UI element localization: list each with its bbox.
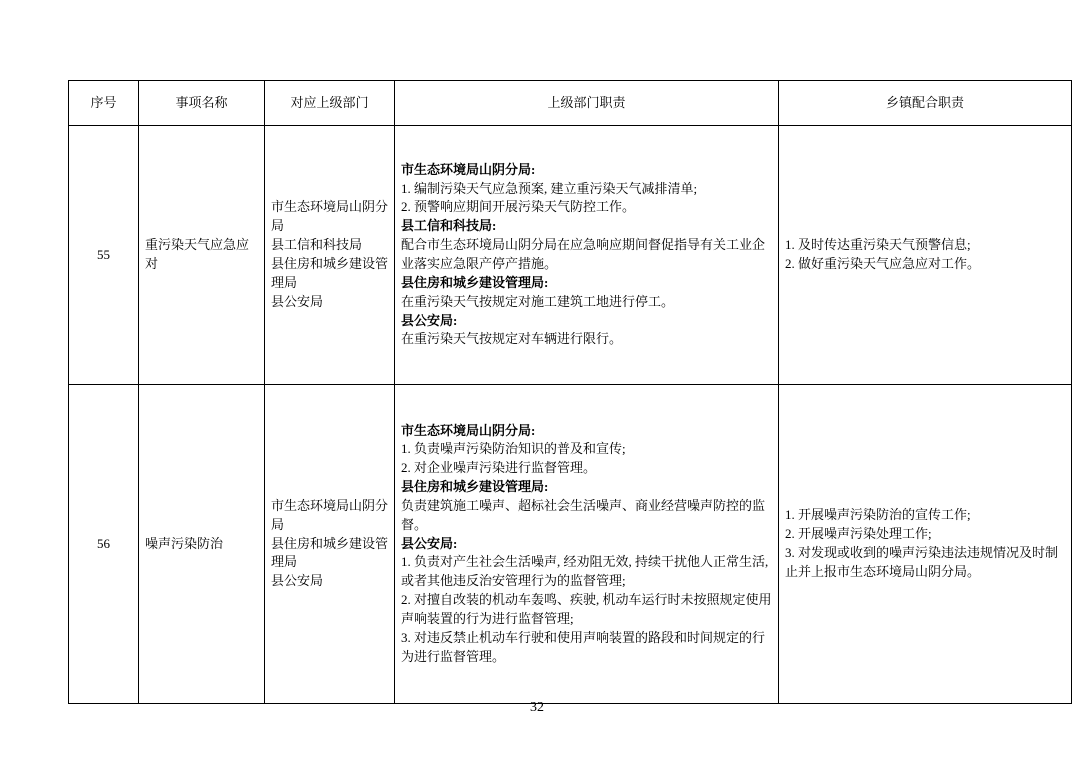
- table-row: [69, 126, 1072, 385]
- township-duty-line: 3. 对发现或收到的噪声污染违法违规情况及时制止并上报市生态环境局山阴分局。: [785, 545, 1059, 579]
- row-upper-department-duty: [395, 385, 779, 704]
- header-township-duty: 乡镇配合职责: [779, 81, 1072, 126]
- duty-block-line: 2. 预警响应期间开展污染天气防控工作。: [401, 199, 636, 215]
- duty-block-title: 市生态环境局山阴分局:: [401, 422, 536, 438]
- township-duty-line: 2. 做好重污染天气应急应对工作。: [785, 256, 981, 271]
- duty-block-title: 市生态环境局山阴分局:: [401, 161, 536, 177]
- duty-block-line: 2. 对擅自改装的机动车轰鸣、疾驶, 机动车运行时未按照规定使用声响装置的行为进行监督管理;: [401, 592, 772, 626]
- township-duty-line: 1. 开展噪声污染防治的宣传工作;: [785, 507, 971, 523]
- row-serial-number: 55: [69, 126, 139, 385]
- duty-block-line: 2. 对企业噪声污染进行监督管理。: [401, 460, 597, 476]
- duty-block-line: 1. 负责对产生社会生活噪声, 经劝阻无效, 持续干扰他人正常生活, 或者其他违反治安管理行为的监督管理;: [401, 554, 769, 589]
- row-departments: [265, 126, 395, 385]
- township-duty-line: 1. 及时传达重污染天气预警信息;: [785, 237, 971, 253]
- department-line: 县公安局: [271, 573, 324, 589]
- duty-block-title: 县工信和科技局:: [401, 218, 497, 234]
- duty-block-line: 3. 对违反禁止机动车行驶和使用声响装置的路段和时间规定的行为进行监督管理。: [401, 629, 766, 664]
- row-township-duty: [779, 126, 1072, 385]
- duty-block-line: 在重污染天气按规定对施工建筑工地进行停工。: [401, 293, 675, 309]
- duty-block-title: 县住房和城乡建设管理局:: [401, 274, 549, 290]
- duty-block-line: 1. 编制污染天气应急预案, 建立重污染天气减排清单;: [401, 180, 698, 196]
- duty-block-title: 县住房和城乡建设管理局:: [401, 479, 549, 495]
- duty-block-line: 在重污染天气按规定对车辆进行限行。: [401, 331, 623, 347]
- header-serial-number: 序号: [69, 81, 139, 126]
- header-upper-department-duty: 上级部门职责: [395, 81, 779, 126]
- duty-block-title: 县公安局:: [401, 312, 458, 328]
- table-row: [69, 385, 1072, 704]
- department-line: 县工信和科技局: [271, 237, 363, 253]
- page-number: 32: [530, 700, 544, 715]
- row-upper-department-duty: [395, 126, 779, 385]
- row-serial-number: 56: [69, 385, 139, 704]
- row-departments: [265, 385, 395, 704]
- header-corresponding-department: 对应上级部门: [265, 81, 395, 126]
- table-header-row: [69, 81, 1072, 126]
- department-line: 县住房和城乡建设管理局: [271, 535, 389, 570]
- responsibility-table: [68, 80, 1072, 704]
- table-body: [69, 126, 1072, 704]
- row-item-name: 重污染天气应急应对: [139, 126, 265, 385]
- department-line: 县住房和城乡建设管理局: [271, 256, 389, 290]
- row-item-name: 噪声污染防治: [139, 385, 265, 704]
- duty-block-line: 1. 负责噪声污染防治知识的普及和宣传;: [401, 441, 626, 457]
- row-township-duty: [779, 385, 1072, 704]
- header-item-name: 事项名称: [139, 81, 265, 126]
- department-line: 县公安局: [271, 293, 324, 309]
- township-duty-line: 2. 开展噪声污染处理工作;: [785, 526, 932, 542]
- department-line: 市生态环境局山阴分局: [271, 497, 389, 532]
- duty-block-title: 县公安局:: [401, 535, 458, 551]
- duty-block-line: 配合市生态环境局山阴分局在应急响应期间督促指导有关工业企业落实应急限产停产措施。: [401, 237, 766, 271]
- department-line: 市生态环境局山阴分局: [271, 199, 389, 234]
- duty-block-line: 负责建筑施工噪声、超标社会生活噪声、商业经营噪声防控的监督。: [401, 497, 766, 532]
- table-header: [69, 81, 1072, 126]
